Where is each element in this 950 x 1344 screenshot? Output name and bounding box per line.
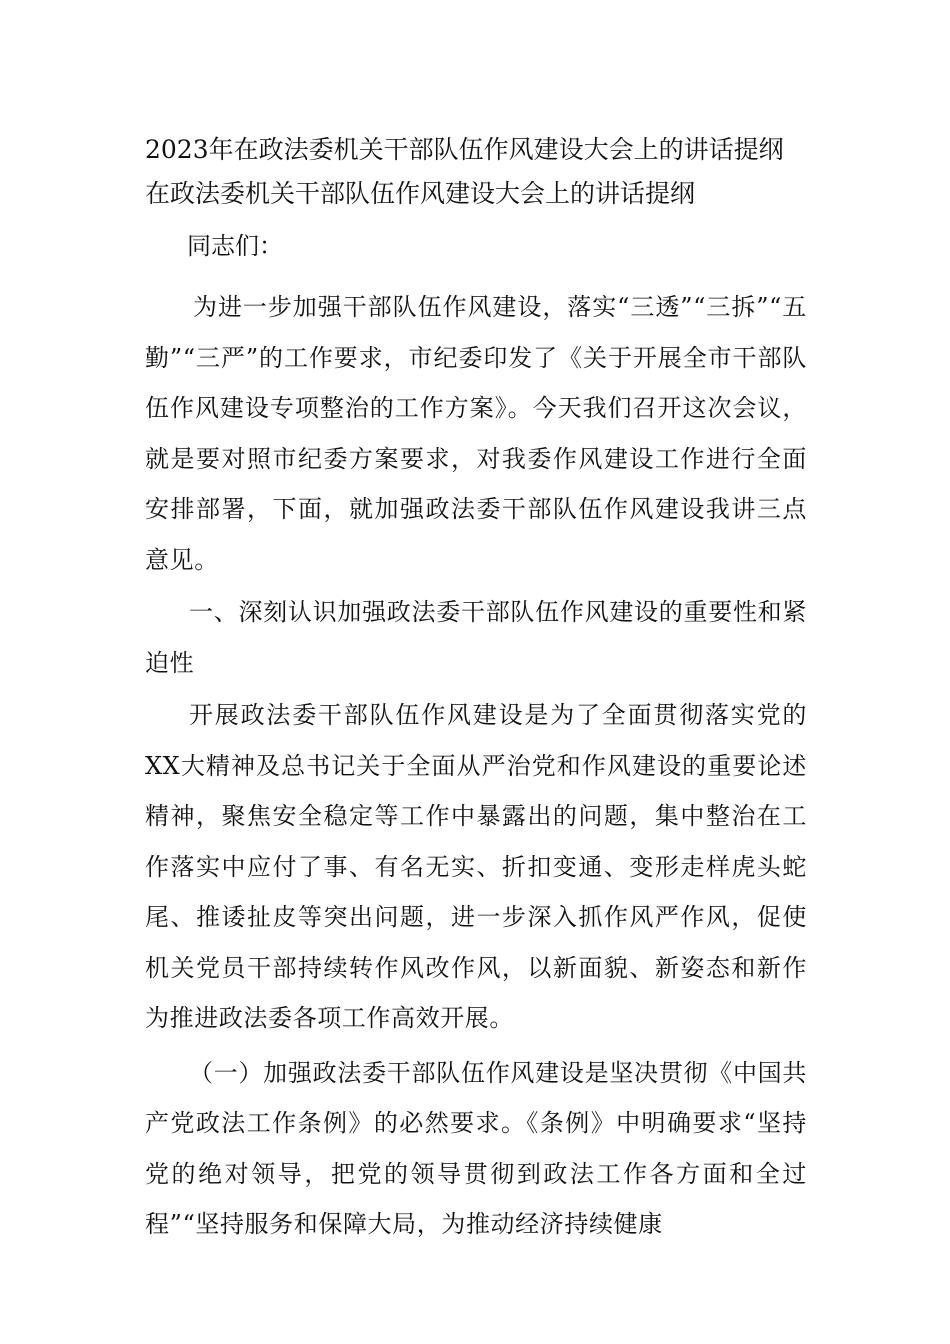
section-heading-1: 一、深刻认识加强政法委干部队伍作风建设的重要性和紧迫性 <box>145 598 807 677</box>
document-subtitle: 在政法委机关干部队伍作风建设大会上的讲话提纲 <box>145 179 696 208</box>
paragraph-intro: 为进一步加强干部队伍作风建设，落实“三透”“三拆”“五勤”“三严”的工作要求，市纪委印发了《关于开展全市干部队伍作风建设专项整治的工作方案》。今天我们召开这次会议，就是要对照市纪委方案要求，对我委作风建设工作进行全面安排部署，下面，就加强政法委干部队伍作风建设我讲三点意见。 <box>145 293 807 574</box>
document-body <box>145 128 807 1250</box>
paragraph-section-1: 开展政法委干部队伍作风建设是为了全面贯彻落实党的XX大精神及总书记关于全面从严治党和作风建设的重要论述精神，聚焦安全稳定等工作中暴露出的问题，集中整治在工作落实中应付了事、有名无实、折扣变通、变形走样虎头蛇尾、推诿扯皮等突出问题，进一步深入抓作风严作风，促使机关党员干部持续转作风改作风，以新面貌、新姿态和新作为推进政法委各项工作高效开展。 <box>145 701 807 1032</box>
salutation: 同志们： <box>187 232 283 260</box>
paragraph-subsection-1: （一）加强政法委干部队伍作风建设是坚决贯彻《中国共产党政法工作条例》的必然要求。《条例》中明确要求“坚持党的绝对领导，把党的领导贯彻到政法工作各方面和全过程”“坚持服务和保障大局，为推动经济持续健康 <box>145 1058 807 1238</box>
document-title: 2023年在政法委机关干部队伍作风建设大会上的讲话提纲 <box>145 135 784 164</box>
